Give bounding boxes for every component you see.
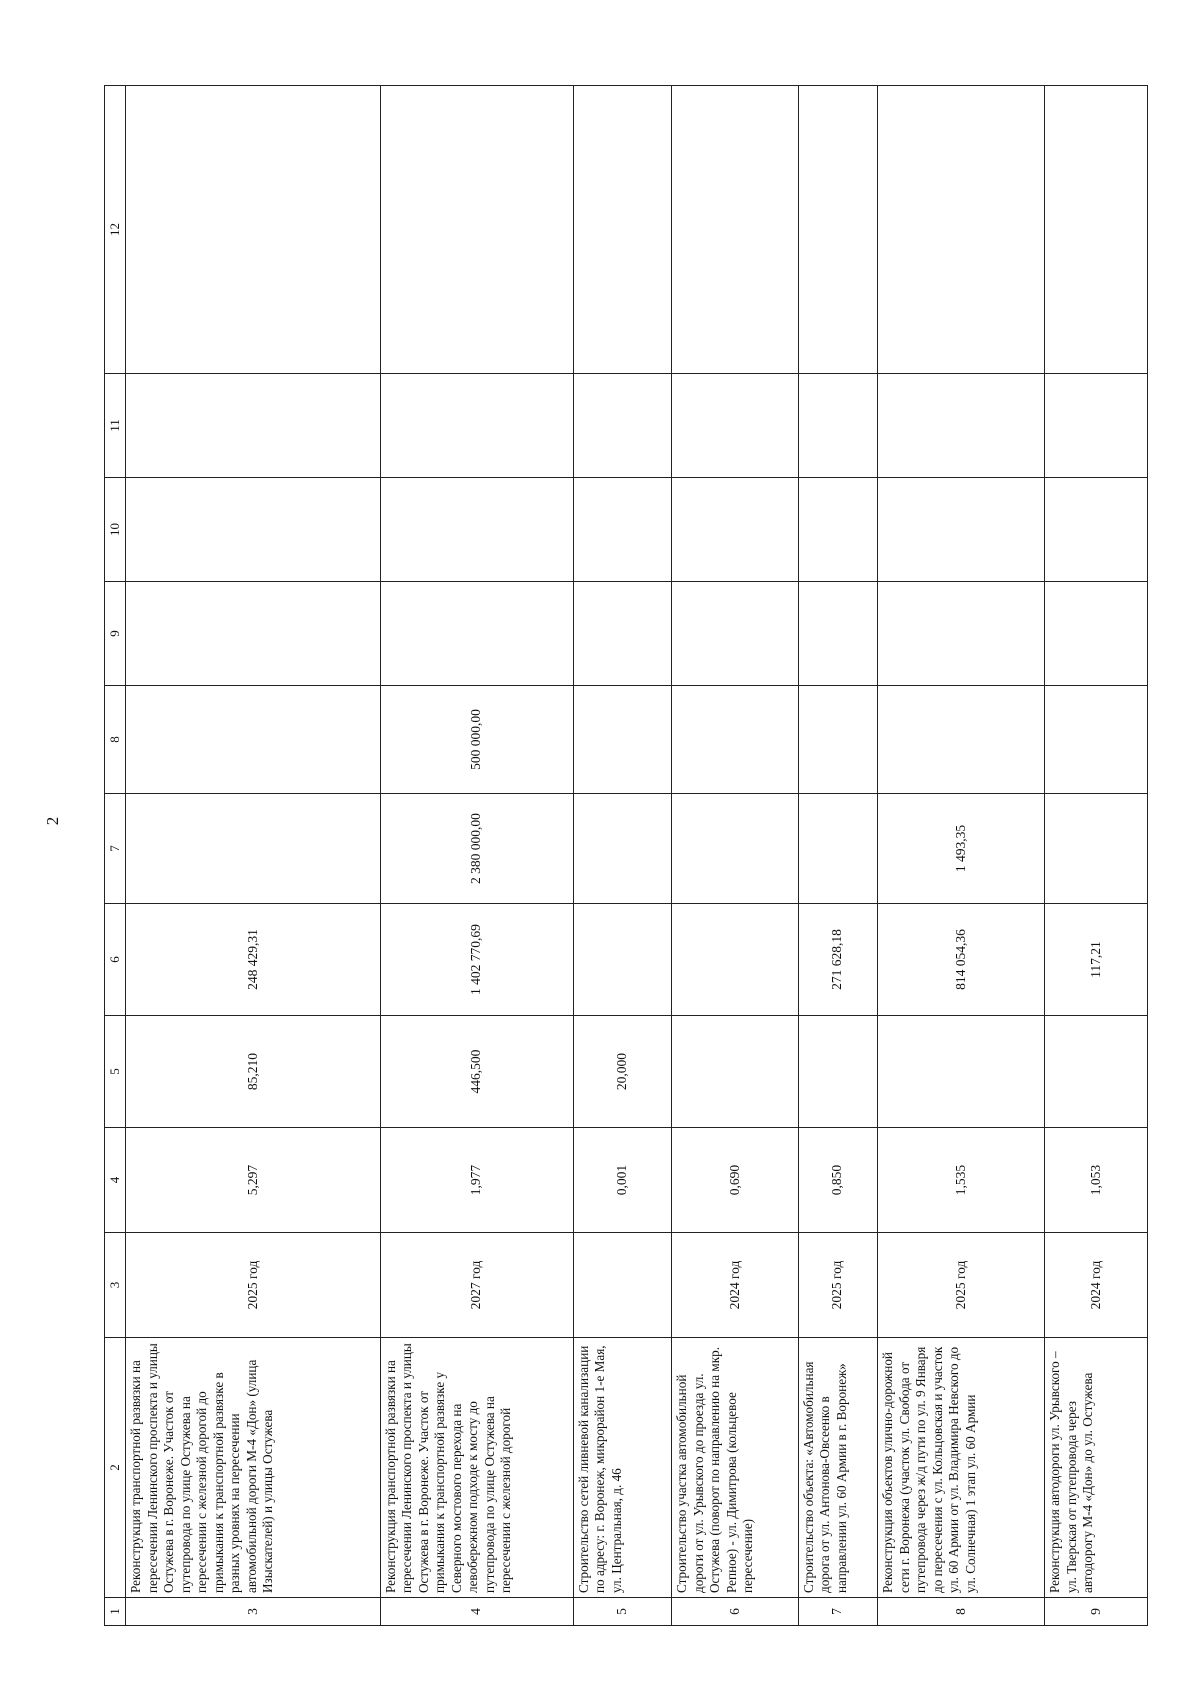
completion-year: 2027 год [380,1233,573,1338]
completion-year: 2024 год [1045,1233,1148,1338]
object-name: Строительство объекта: «Автомобильная дорога от ул. Антонова-Овсеенко в направлении ул. 60 Армии в г. Воронеж» [798,1338,877,1598]
cell-col8 [126,686,381,794]
header-row [105,86,126,1626]
cell-col10 [380,478,573,582]
cell-col9 [573,582,672,686]
cell-col7 [672,794,798,904]
object-name: Реконструкция автодороги ул. Урывского – ул. Тверская от путепровода через автодорогу М-4 «Дон» до ул. Остужева [1045,1338,1148,1598]
cell-col12 [798,86,877,374]
cell-col8 [672,686,798,794]
column-header: 9 [105,582,126,686]
objects-table [104,85,1148,1626]
cell-col6 [672,904,798,1016]
cell-col7 [798,794,877,904]
cell-col5: 20,000 [573,1016,672,1128]
object-name: Реконструкция объектов улично-дорожной сети г. Воронежа (участок ул. Свобода от путепровода через ж/д пути по ул. 9 Января до пересечения с ул. Кольцовская и участок ул. 60 Армии от ул. Владимира Невского до ул. Солнечная) 1 этап ул. 60 Армии [878,1338,1045,1598]
cell-col5 [798,1016,877,1128]
cell-col9 [380,582,573,686]
column-header: 6 [105,904,126,1016]
cell-col11 [380,374,573,478]
cell-col7 [1045,794,1148,904]
cell-col7 [573,794,672,904]
cell-col4: 1,977 [380,1128,573,1233]
completion-year [573,1233,672,1338]
cell-col5: 446,500 [380,1016,573,1128]
cell-col10 [126,478,381,582]
column-header: 8 [105,686,126,794]
column-header: 10 [105,478,126,582]
rotated-table-frame [104,86,1148,1626]
completion-year: 2025 год [798,1233,877,1338]
row-number: 5 [573,1598,672,1626]
cell-col4: 5,297 [126,1128,381,1233]
row-number: 4 [380,1598,573,1626]
cell-col5 [1045,1016,1148,1128]
cell-col6: 1 402 770,69 [380,904,573,1016]
column-header: 3 [105,1233,126,1338]
table-row [573,86,672,1626]
cell-col9 [1045,582,1148,686]
cell-col11 [878,374,1045,478]
cell-col9 [798,582,877,686]
column-header: 5 [105,1016,126,1128]
cell-col6: 271 628,18 [798,904,877,1016]
cell-col7: 1 493,35 [878,794,1045,904]
cell-col10 [672,478,798,582]
object-name: Строительство участка автомобильной дороги от ул. Урывского до проезда ул. Остужева (поворот по направлению на мкр. Репное) - ул. Димитрова (кольцевое пересечение) [672,1338,798,1598]
cell-col4: 0,001 [573,1128,672,1233]
cell-col4: 1,535 [878,1128,1045,1233]
completion-year: 2025 год [878,1233,1045,1338]
cell-col6: 117,21 [1045,904,1148,1016]
page-number: 2 [43,816,62,826]
row-number: 3 [126,1598,381,1626]
row-number: 8 [878,1598,1045,1626]
column-header: 4 [105,1128,126,1233]
row-number: 6 [672,1598,798,1626]
cell-col6: 248 429,31 [126,904,381,1016]
cell-col11 [672,374,798,478]
cell-col5 [672,1016,798,1128]
cell-col10 [573,478,672,582]
completion-year: 2024 год [672,1233,798,1338]
cell-col7: 2 380 000,00 [380,794,573,904]
cell-col8 [878,686,1045,794]
cell-col12 [1045,86,1148,374]
cell-col12 [573,86,672,374]
cell-col12 [672,86,798,374]
cell-col12 [126,86,381,374]
cell-col11 [126,374,381,478]
cell-col8 [798,686,877,794]
cell-col9 [672,582,798,686]
table-row [1045,86,1148,1626]
column-header: 7 [105,794,126,904]
table-row [126,86,381,1626]
cell-col6 [573,904,672,1016]
column-header: 11 [105,374,126,478]
table-container [104,86,1148,1626]
cell-col9 [126,582,381,686]
cell-col11 [573,374,672,478]
column-header: 2 [105,1338,126,1598]
cell-col10 [798,478,877,582]
cell-col8 [1045,686,1148,794]
object-name: Реконструкция транспортной развязки на пересечении Ленинского проспекта и улицы Остужева в г. Воронеже. Участок от примыкания к транспортной развязке у Северного мостового перехода на левобережном подходе к мосту до путепровода по улице Остужева на пересечении с железной дорогой [380,1338,573,1598]
cell-col10 [1045,478,1148,582]
cell-col12 [380,86,573,374]
row-number: 7 [798,1598,877,1626]
cell-col6: 814 054,36 [878,904,1045,1016]
object-name: Реконструкция транспортной развязки на пересечении Ленинского проспекта и улицы Остужева в г. Воронеже. Участок от путепровода по улице Остужева на пересечении с железной дорогой до примыкания к транспортной развязке в разных уровнях на пересечении автомобильной дороги М-4 «Дон» (улица Изыскателей) и улицы Остужева [126,1338,381,1598]
cell-col12 [878,86,1045,374]
table-row [798,86,877,1626]
cell-col4: 0,690 [672,1128,798,1233]
cell-col7 [126,794,381,904]
column-header: 1 [105,1598,126,1626]
cell-col5: 85,210 [126,1016,381,1128]
object-name: Строительство сетей ливневой канализации по адресу: г. Воронеж, микрорайон 1-е Мая, ул. Центральная, д. 46 [573,1338,672,1598]
cell-col11 [1045,374,1148,478]
cell-col4: 0,850 [798,1128,877,1233]
table-row [380,86,573,1626]
cell-col8 [573,686,672,794]
cell-col8: 500 000,00 [380,686,573,794]
cell-col9 [878,582,1045,686]
table-row [878,86,1045,1626]
cell-col4: 1,053 [1045,1128,1148,1233]
table-row [672,86,798,1626]
column-header: 12 [105,86,126,374]
cell-col10 [878,478,1045,582]
completion-year: 2025 год [126,1233,381,1338]
cell-col5 [878,1016,1045,1128]
cell-col11 [798,374,877,478]
row-number: 9 [1045,1598,1148,1626]
